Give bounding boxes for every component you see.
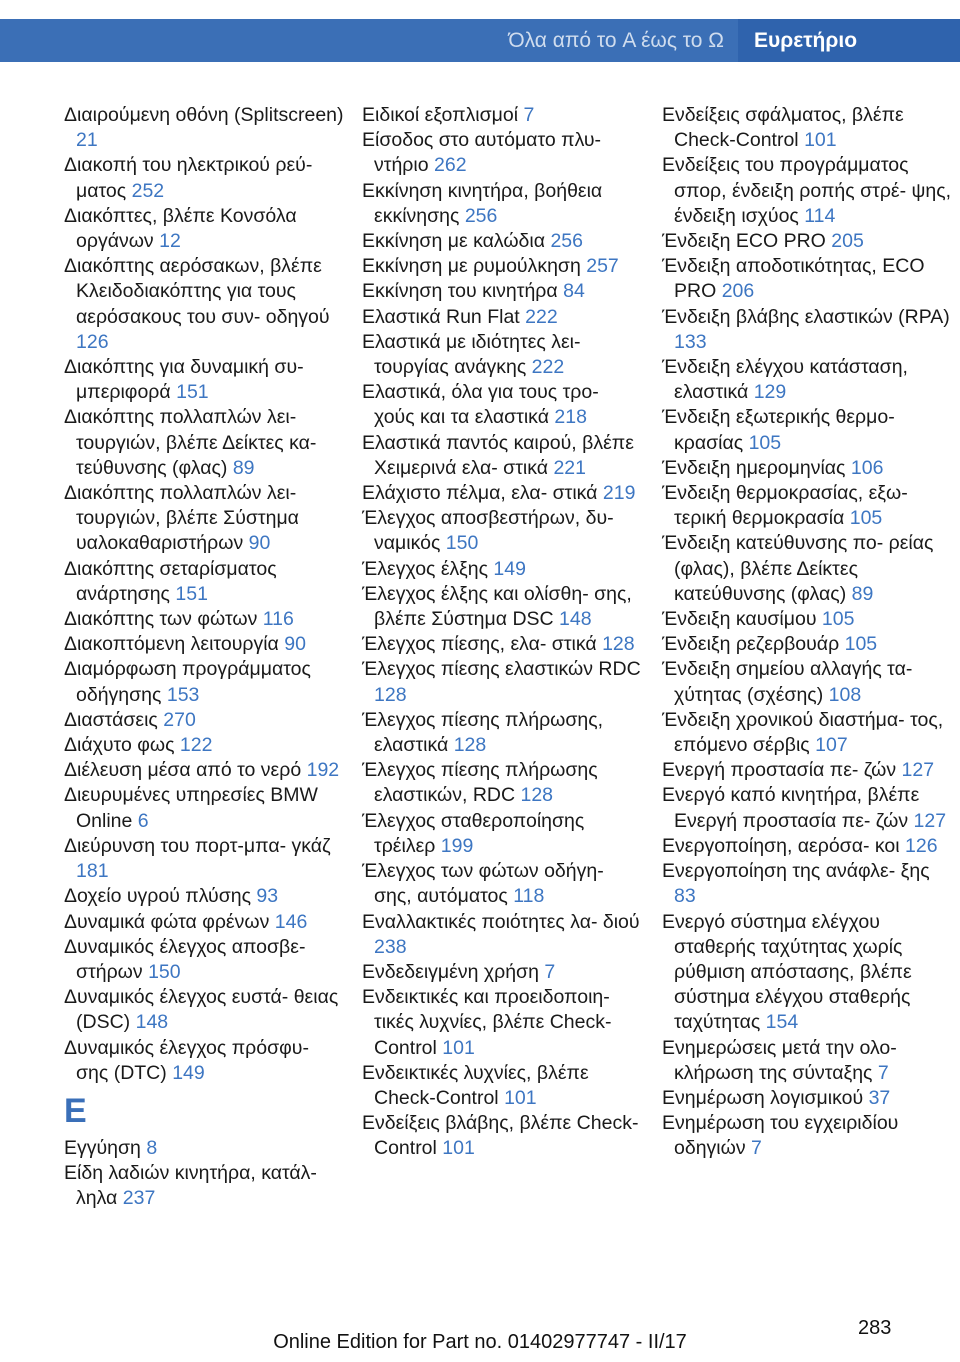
index-entry [662,758,954,783]
index-entry-text: Ένδειξη θερμοκρασίας, εξω‐ τερική θερμοκρασία [662,482,908,530]
index-page-link[interactable]: 153 [166,683,200,706]
index-entry-text: Ενδείξεις σφάλματος, βλέπε Check-Control [662,104,904,152]
index-entry-text: Διαστάσεις [64,708,158,731]
index-page-link[interactable]: 101 [804,129,837,152]
index-entry [64,758,344,783]
index-entry [64,985,344,1035]
index-entry [64,834,344,884]
index-entry [64,657,344,707]
index-entry-text: Έλεγχος των φώτων οδήγη‐ σης, αυτόματος [362,860,604,908]
index-page-link[interactable]: 7 [877,1061,889,1084]
index-page-link[interactable]: 192 [306,759,340,782]
index-entry-text: Εκκίνηση με ρυμούλκηση [362,255,581,278]
index-page-link[interactable]: 205 [831,230,864,253]
index-entry [362,758,642,808]
index-entry [362,330,642,380]
index-entry [64,884,344,909]
index-column-1 [64,103,344,1212]
index-column-3 [662,103,954,1162]
index-entry-text: Διαμόρφωση προγράμματος οδήγησης [64,658,311,706]
index-entry-text: Ενδείξεις του προγράμματος σπορ, ένδειξη ροπής στρέ‐ ψης, ένδειξη ισχύος [662,154,952,227]
index-page-link[interactable]: 133 [674,330,707,353]
index-entry [64,204,344,254]
index-page-link[interactable]: 256 [550,230,583,253]
index-page-link[interactable]: 127 [913,809,947,832]
index-entry-text: Ένδειξη καυσίμου [662,608,817,631]
index-entry [362,128,642,178]
index-entry-text: Ένδειξη ρεζερβουάρ [662,633,840,656]
index-page-link[interactable]: 126 [76,330,109,353]
index-entry [662,355,954,405]
index-entry-text: Ένδειξη κατεύθυνσης πο‐ ρείας (φλας), βλέπε Δείκτες κατεύθυνσης (φλας) [662,532,934,605]
index-page-link[interactable]: 150 [445,532,479,555]
index-page-link[interactable]: 105 [849,507,883,530]
index-entry-text: Ελαστικά με ιδιότητες λει‐ τουργίας ανάγκης [362,330,581,379]
index-entry-text: Διεύρυνση του πορτ-μπα‐ γκάζ [64,834,331,857]
index-page-link[interactable]: 257 [586,255,619,278]
index-page-link[interactable]: 7 [544,960,556,983]
index-entry [662,708,954,758]
index-entry-text: Διακόπτες, βλέπε Κονσόλα οργάνων [64,204,297,253]
index-entry [362,632,642,657]
index-entry [662,657,954,707]
index-entry [64,708,344,733]
index-entry [362,910,642,960]
index-entry [662,305,954,355]
index-entry-text: Διευρυμένες υπηρεσίες BMW Online [64,784,318,832]
index-entry-text: Ενδεδειγμένη χρήση [362,960,539,983]
index-entry [362,582,642,632]
index-page-link[interactable]: 151 [175,582,208,605]
index-page-link[interactable]: 6 [137,809,149,832]
index-entry-text: Ένδειξη βλάβης ελαστικών (RPA) [662,305,950,328]
index-page-link[interactable]: 150 [148,960,181,983]
section-tab[interactable]: Ευρετήριο [738,19,960,62]
index-entry [362,985,642,1061]
index-entry [362,708,642,758]
index-page-link[interactable]: 262 [434,154,467,177]
index-entry-text: Διακόπτης των φώτων [64,608,258,631]
index-entry-text: Έλεγχος έλξης και ολίσθη‐ σης, βλέπε Σύστημα DSC [362,582,632,631]
index-page-link[interactable]: 206 [721,280,755,303]
index-entry-text: Διακόπτης αερόσακων, βλέπε Κλειδοδιακόπτης για τους αερόσακους του συν‐ οδηγού [64,255,330,328]
index-entry-text: Δυναμικός έλεγχος ευστά‐ θειας (DSC) [64,986,339,1034]
index-page-link[interactable]: 101 [442,1137,475,1160]
index-entry-text: Ένδειξη ελέγχου κατάσταση, ελαστικά [662,356,908,404]
index-entry-text: Διακόπτης σεταρίσματος ανάρτησης [64,557,277,605]
index-entry-text: Είδη λαδιών κινητήρα, κατάλ‐ ληλα [64,1162,317,1210]
index-page-link[interactable]: 128 [520,784,554,807]
index-entry-text: Δυναμικά φώτα φρένων [64,910,270,933]
index-entry [362,1111,642,1161]
index-entry-text: Δυναμικός έλεγχος πρόσφυ‐ σης (DTC) [64,1036,309,1084]
index-column-2 [362,103,642,1162]
index-page-link[interactable]: 12 [159,230,181,253]
index-entry-text: Ειδικοί εξοπλισμοί [362,104,519,126]
chapter-title: Όλα από το A έως το Ω [0,19,738,62]
index-page-link[interactable]: 105 [844,633,878,656]
index-page-link[interactable]: 181 [76,860,109,883]
index-entry [64,607,344,632]
index-entry [662,254,954,304]
footer-edition: Online Edition for Part no. 01402977747 - II/17 [273,1331,687,1353]
index-entry-text: Ένδειξη σημείου αλλαγής τα‐ χύτητας (σχέσης) [662,658,913,706]
index-page-link[interactable]: 149 [172,1061,205,1084]
index-entry [662,405,954,455]
index-page-link[interactable]: 37 [868,1086,891,1109]
index-page-link[interactable]: 93 [256,885,279,908]
index-page-link[interactable]: 148 [135,1011,169,1034]
index-entry-text: Ενδεικτικές και προειδοποιη‐ τικές λυχνίες, βλέπε Check- Control [362,986,612,1059]
index-entry-text: Εγγύηση [64,1136,141,1159]
index-entry [64,1136,344,1161]
index-page-link[interactable]: 7 [523,104,535,126]
index-entry [64,935,344,985]
index-page-link[interactable]: 90 [248,532,271,555]
index-page-link[interactable]: 106 [850,456,884,479]
index-entry [362,1061,642,1111]
index-entry-text: Ενεργό σύστημα ελέγχου σταθερής ταχύτητας χωρίς ρύθμιση απόστασης, βλέπε σύστημα ελέγχου σταθερής ταχύτητας [662,910,912,1034]
index-entry-text: Ένδειξη ημερομηνίας [662,456,846,479]
index-entry-text: Ενημέρωση λογισμικού [662,1086,864,1109]
index-page-link[interactable]: 154 [765,1011,799,1034]
index-page-link[interactable]: 90 [284,633,306,656]
index-entry-text: Ενεργό καπό κινητήρα, βλέπε Ενεργή προστασία πε‐ ζών [662,784,920,832]
index-page-link[interactable]: 237 [122,1187,156,1210]
index-entry-text: Ενημερώσεις μετά την ολο‐ κλήρωση της σύνταξης [662,1036,897,1084]
index-entry [362,481,642,506]
index-entry [64,103,344,153]
index-entry-text: Διακόπτης πολλαπλών λει‐ τουργιών, βλέπε Δείκτες κα‐ τεύθυνσης (φλας) [64,406,317,479]
index-entry [64,405,344,481]
index-page-link[interactable]: 218 [554,406,587,429]
index-page-link[interactable]: 219 [602,482,636,505]
index-entry [662,531,954,607]
index-entry-text: Δυναμικός έλεγχος αποσβε‐ στήρων [64,935,306,983]
index-page-link[interactable]: 199 [440,834,474,857]
index-page-link[interactable]: 126 [905,834,938,857]
index-entry-text: Δοχείο υγρού πλύσης [64,885,251,908]
index-letter-heading: Ε [64,1091,87,1130]
index-page-link[interactable]: 128 [453,734,487,757]
index-page-link[interactable]: 83 [674,885,696,908]
index-entry [362,809,642,859]
index-entry [362,960,642,985]
index-page-link[interactable]: 7 [751,1137,762,1160]
index-entry [662,834,954,859]
index-page-link[interactable]: 221 [553,456,586,479]
index-entry [64,632,344,657]
index-entry-text: Ελαστικά Run Flat [362,305,520,328]
index-entry-text: Έλεγχος πίεσης, ελα‐ στικά [362,633,597,656]
index-page-link[interactable]: 21 [76,129,98,152]
index-entry [662,632,954,657]
index-page-link[interactable]: 148 [559,608,592,631]
index-entry-text: Διέλευση μέσα από το νερό [64,759,302,782]
index-entry [64,1036,344,1086]
index-entry-text: Ένδειξη χρονικού διαστήμα‐ τος, επόμενο σέρβις [662,708,944,757]
index-entry [362,103,642,128]
page-number: 283 [858,1317,892,1339]
index-page-link[interactable]: 108 [828,683,862,706]
index-entry [662,153,954,229]
index-entry-text: Ενεργοποίηση της ανάφλε‐ ξης [662,860,930,883]
index-entry [64,910,344,935]
index-entry-text: Διάχυτο φως [64,734,175,757]
index-page-link[interactable]: 222 [531,356,565,379]
index-page-link[interactable]: 127 [901,759,935,782]
index-entry [64,254,344,355]
index-entry [362,305,642,330]
index-entry-text: Ελαστικά, όλα για τους τρο‐ χούς και τα ελαστικά [362,381,599,429]
index-entry [362,506,642,556]
index-entry [662,607,954,632]
index-entry [362,254,642,279]
index-entry [662,229,954,254]
index-page-link[interactable]: 105 [821,608,855,631]
index-page-link[interactable]: 116 [262,608,294,631]
index-entry [662,103,954,153]
index-entry-text: Ένδειξη εξωτερικής θερμο‐ κρασίας [662,406,895,454]
index-page-link[interactable]: 105 [748,431,782,454]
index-entry-text: Ενημέρωση του εγχειριδίου οδηγιών [662,1112,899,1160]
index-entry-text: Διακόπτης για δυναμική συ‐ μπεριφορά [64,356,304,404]
index-entry [662,1111,954,1161]
index-entry [362,431,642,481]
index-entry-text: Ένδειξη ECO PRO [662,230,826,253]
index-entry [662,783,954,833]
index-entry-text: Διακοπή του ηλεκτρικού ρεύ‐ ματος [64,154,313,202]
index-page-link[interactable]: 107 [815,734,848,757]
index-entry [662,1036,954,1086]
index-entry-text: Εναλλακτικές ποιότητες λα‐ διού [362,910,640,933]
index-entry-text: Ενεργοποίηση, αερόσα‐ κοι [662,834,900,857]
index-entry-text: Ενεργή προστασία πε‐ ζών [662,759,897,782]
index-entry-text: Ενδεικτικές λυχνίες, βλέπε Check-Control [362,1061,589,1109]
index-entry [64,1161,344,1211]
index-page-link[interactable]: 89 [232,456,255,479]
index-entry-text: Ελάχιστο πέλμα, ελα‐ στικά [362,482,598,505]
page-header [0,0,960,62]
index-entry [362,380,642,430]
index-entry [64,783,344,833]
index-page-link[interactable]: 222 [525,305,558,328]
index-page-link[interactable]: 129 [753,381,787,404]
index-page-link[interactable]: 114 [804,204,836,227]
index-entry-text: Διακοπτόμενη λειτουργία [64,633,279,656]
index-page-link[interactable]: 128 [374,683,407,706]
index-page-link[interactable]: 84 [563,280,585,303]
index-entry-text: Διαιρούμενη οθόνη (Splitscreen) [64,104,344,126]
index-entry-text: Εκκίνηση κινητήρα, βοήθεια εκκίνησης [362,179,603,227]
index-page-link[interactable]: 252 [131,179,165,202]
index-page-link[interactable]: 270 [163,708,196,731]
index-entry [64,733,344,758]
index-page-link[interactable]: 151 [176,381,209,404]
index-entry [362,557,642,582]
index-entry [662,481,954,531]
index-entry [662,1086,954,1111]
index-page-link[interactable]: 122 [179,734,213,757]
index-page-link[interactable]: 118 [513,885,545,908]
index-entry-text: Έλεγχος αποσβεστήρων, δυ‐ ναμικός [362,507,614,555]
index-entry-text: Έλεγχος έλξης [362,557,488,580]
index-entry-text: Έλεγχος σταθεροποίησης τρέιλερ [362,809,585,857]
index-page-link[interactable]: 89 [851,582,874,605]
index-entry [662,910,954,1036]
index-entry-text: Είσοδος στο αυτόματο πλυ‐ ντήριο [362,129,602,177]
index-entry-text: Ενδείξεις βλάβης, βλέπε Check-Control [362,1112,639,1160]
index-entry [64,153,344,203]
index-page-link[interactable]: 146 [274,910,308,933]
index-entry [662,456,954,481]
index-entry-text: Έλεγχος πίεσης πλήρωσης, ελαστικά [362,708,604,757]
index-entry-text: Έλεγχος πίεσης ελαστικών RDC [362,658,641,681]
index-entry [64,557,344,607]
index-page-link[interactable]: 256 [464,204,498,227]
index-entry [362,657,642,707]
index-entry [64,355,344,405]
index-entry-text: Ένδειξη αποδοτικότητας, ECO PRO [662,255,925,303]
index-entry [662,859,954,909]
index-page-link[interactable]: 101 [504,1086,537,1109]
index-entry [362,229,642,254]
index-entry-text: Ελαστικά παντός καιρού, βλέπε Χειμερινά ελα‐ στικά [362,431,634,479]
index-entry-text: Διακόπτης πολλαπλών λει‐ τουργιών, βλέπε Σύστημα υαλοκαθαριστήρων [64,482,299,555]
index-entry [362,279,642,304]
index-entry-text: Εκκίνηση με καλώδια [362,230,546,253]
index-entry-text: Έλεγχος πίεσης πλήρωσης ελαστικών, RDC [362,759,598,807]
index-page-link[interactable]: 128 [602,633,635,656]
index-page-link[interactable]: 8 [146,1136,158,1159]
index-entry [362,859,642,909]
index-page-link[interactable]: 149 [493,557,526,580]
index-entry [64,481,344,557]
index-entry [362,179,642,229]
index-page-link[interactable]: 238 [374,935,407,958]
index-entry-text: Εκκίνηση του κινητήρα [362,280,558,303]
index-page-link[interactable]: 101 [442,1036,475,1059]
